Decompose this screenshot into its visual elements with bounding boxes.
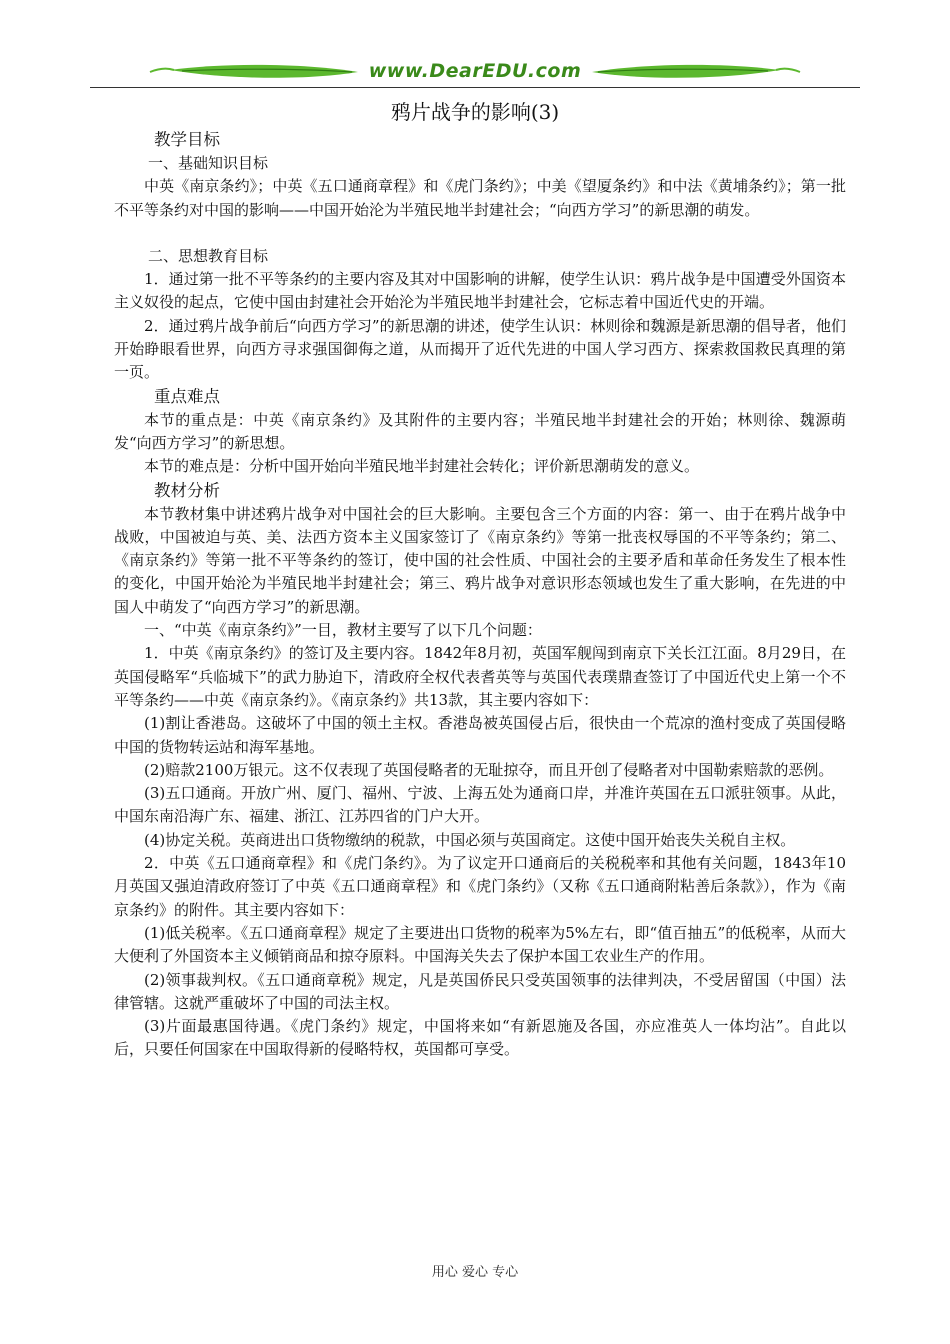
section-heading: 重点难点 bbox=[154, 386, 220, 406]
paragraph: 2．通过鸦片战争前后“向西方学习”的新思潮的讲述，使学生认识：林则徐和魏源是新思潮的倡导者，他们开始睁眼看世界，向西方寻求强国御侮之道，从而揭开了近代先进的中国人学习西方、探索救国救民真理的第一页。 bbox=[114, 316, 846, 382]
paragraph: 2．中英《五口通商章程》和《虎门条约》。为了议定开口通商后的关税税率和其他有关问题，1843年10月英国又强迫清政府签订了中英《五口通商章程》和《虎门条约》（又称《五口通商附粘善后条款》），作为《南京条约》的附件。其主要内容如下： bbox=[114, 854, 846, 919]
header-divider bbox=[90, 87, 860, 88]
subsection-heading: 一、基础知识目标 bbox=[148, 154, 269, 172]
paragraph: 中英《南京条约》；中英《五口通商章程》和《虎门条约》；中美《望厦条约》和中法《黄埔条约》；第一批不平等条约对中国的影响——中国开始沦为半殖民地半封建社会；“向西方学习”的新思潮的萌发。 bbox=[114, 177, 846, 219]
paragraph: (3)五口通商。开放广州、厦门、福州、宁波、上海五处为通商口岸，并准许英国在五口派驻领事。从此，中国东南沿海广东、福建、浙江、江苏四省的门户大开。 bbox=[114, 784, 846, 826]
site-logo[interactable]: www.DearEDU.com bbox=[368, 60, 582, 82]
paragraph: 本节的重点是：中英《南京条约》及其附件的主要内容；半殖民地半封建社会的开始；林则徐、魏源萌发“向西方学习”的新思想。 bbox=[114, 410, 846, 452]
section-heading: 教学目标 bbox=[154, 130, 220, 149]
paragraph: (1)低关税率。《五口通商章程》规定了主要进出口货物的税率为5%左右，即“值百抽五”的低税率，从而大大便利了外国资本主义倾销商品和掠夺原料。中国海关失去了保护本国工农业生产的作用。 bbox=[114, 923, 846, 966]
subsection-heading: 二、思想教育目标 bbox=[148, 246, 269, 265]
paragraph: 一、“中英《南京条约》”一目，教材主要写了以下几个问题： bbox=[144, 621, 542, 640]
paragraph: (2)赔款2100万银元。这不仅表现了英国侵略者的无耻掠夺，而且开创了侵略者对中国勒索赔款的恶例。 bbox=[144, 760, 834, 779]
paragraph: (3)片面最惠国待遇。《虎门条约》规定，中国将来如“有新恩施及各国，亦应准英人一体均沾”。自此以后，只要任何国家在中国取得新的侵略特权，英国都可享受。 bbox=[114, 1017, 846, 1059]
section-heading: 教材分析 bbox=[154, 480, 220, 500]
page-title: 鸦片战争的影响(3) bbox=[390, 100, 560, 124]
paragraph: 1．通过第一批不平等条约的主要内容及其对中国影响的讲解，使学生认识：鸦片战争是中国遭受外国资本主义奴役的起点，它使中国由封建社会开始沦为半殖民地半封建社会，它标志着中国近代史的开端。 bbox=[114, 270, 846, 312]
paragraph: (2)领事裁判权。《五口通商章税》规定，凡是英国侨民只受英国领事的法律判决，不受居留国（中国）法律管辖。这就严重破坏了中国的司法主权。 bbox=[114, 970, 846, 1012]
page-footer: 用心 爱心 专心 bbox=[431, 1265, 519, 1280]
paragraph: 本节的难点是：分析中国开始向半殖民地半封建社会转化；评价新思潮萌发的意义。 bbox=[144, 457, 700, 476]
paragraph: 本节教材集中讲述鸦片战争对中国社会的巨大影响。主要包含三个方面的内容：第一、由于在鸦片战争中战败，中国被迫与英、美、法西方资本主义国家签订了《南京条约》等第一批丧权辱国的不平等条约；第二、《南京条约》等第一批不平等条约的签订，使中国的社会性质、中国社会的主要矛盾和革命任务发生了根本性的变化，中国开始沦为半殖民地半封建社会；第三、鸦片战争对意识形态领域也发生了重大影响，在先进的中国人中萌发了“向西方学习”的新思潮。 bbox=[114, 504, 846, 616]
paragraph: (1)割让香港岛。这破坏了中国的领土主权。香港岛被英国侵占后，很快由一个荒凉的渔村变成了英国侵略中国的货物转运站和海军基地。 bbox=[114, 714, 846, 756]
paragraph: (4)协定关税。英商进出口货物缴纳的税款，中国必须与英国商定。这使中国开始丧失关税自主权。 bbox=[144, 830, 796, 849]
document-body bbox=[114, 128, 846, 1062]
paragraph: 1．中英《南京条约》的签订及主要内容。1842年8月初，英国军舰闯到南京下关长江江面。8月29日，在英国侵略军“兵临城下”的武力胁迫下，清政府全权代表耆英等与英国代表璞鼎查签订了中国近代史上第一个不平等条约——中英《南京条约》。《南京条约》共13款，其主要内容如下： bbox=[114, 644, 846, 709]
